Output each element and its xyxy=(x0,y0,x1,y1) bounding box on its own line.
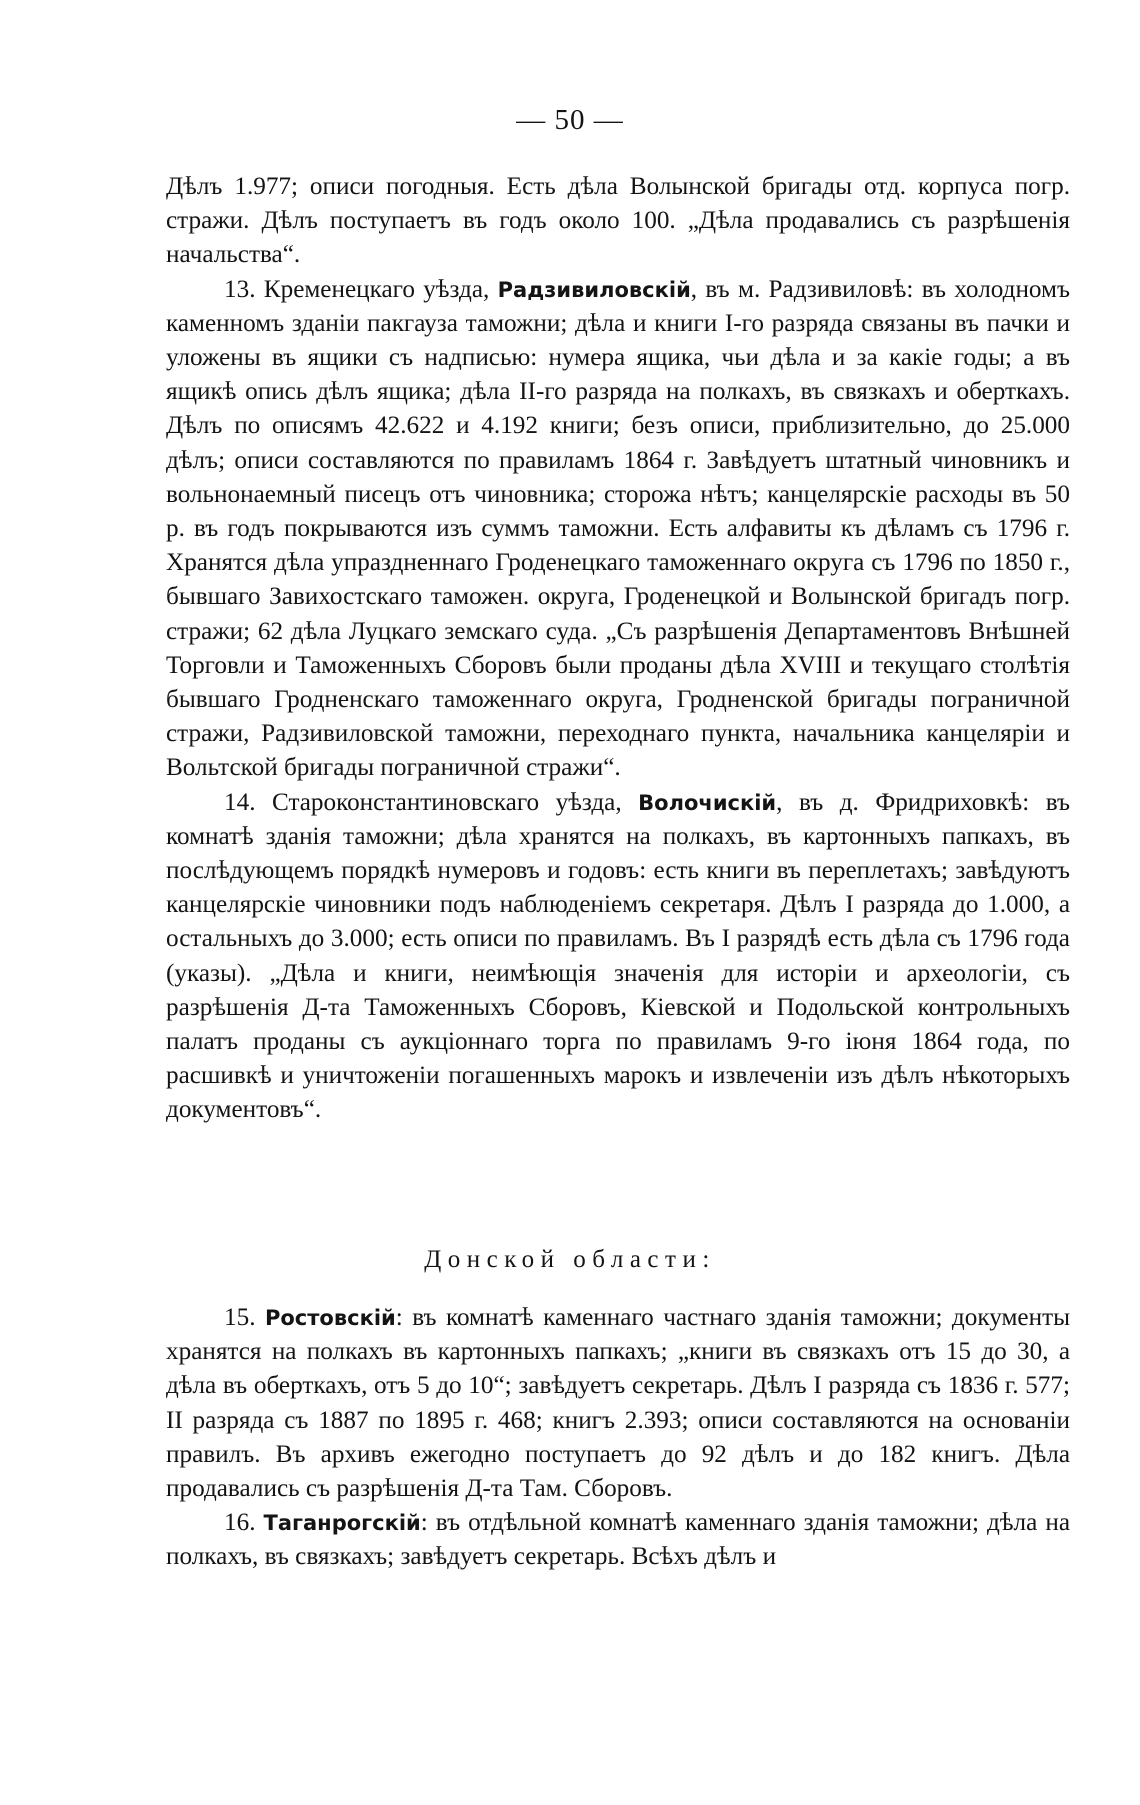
paragraph-text: Дѣлъ 1.977; описи погодныя. Есть дѣла Волынской бригады отд. корпуса погр. стражи. Дѣлъ поступаетъ въ годъ около 100. „Дѣла продавались съ разрѣшенія начальства“. xyxy=(166,173,1070,269)
paragraph-text: : въ комнатѣ каменнаго частнаго зданія таможни; документы хранятся на полкахъ въ картонныхъ папкахъ; „книги въ связкахъ отъ 15 до 30, а дѣла въ оберткахъ, отъ 5 до 10“; завѣдуетъ секретарь. Дѣлъ I разряда съ 1836 г. 577; II разряда съ 1887 по 1895 г. 468; книгъ 2.393; описи составляются на основаніи правилъ. Въ архивъ ежегодно поступаетъ до 92 дѣлъ и до 182 книгъ. Дѣла продавались съ разрѣшенія Д-та Там. Сборовъ. xyxy=(166,1304,1071,1503)
paragraph-continuation xyxy=(166,170,1070,273)
paragraph-prefix: 16. xyxy=(224,1509,264,1537)
paragraph-16-taganrog xyxy=(166,1506,1070,1574)
paragraph-text: : въ отдѣльной комнатѣ каменнаго зданія таможни; дѣла на полкахъ, въ связкахъ; завѣдуетъ секретарь. Всѣхъ дѣлъ и xyxy=(166,1509,1071,1571)
customs-name: Таганрогскій xyxy=(263,1511,421,1536)
paragraph-prefix: 14. Староконстантиновскаго уѣзда, xyxy=(224,788,639,816)
body-text-top xyxy=(166,170,1070,1128)
paragraph-prefix: 15. xyxy=(224,1304,265,1331)
paragraph-prefix: 13. Кременецкаго уѣзда, xyxy=(224,275,498,303)
paragraph-14-starokonstantinov xyxy=(166,786,1070,1128)
paragraph-text: , въ д. Фридриховкѣ: въ комнатѣ зданія таможни; дѣла хранятся на полкахъ, въ картонныхъ папкахъ, въ послѣдующемъ порядкѣ нумеровъ и годовъ: есть книги въ переплетахъ; завѣдуютъ канцелярскіе чиновники подъ наблюденіемъ секретаря. Дѣлъ I разряда до 1.000, а остальныхъ до 3.000; есть описи по правиламъ. Въ I разрядѣ есть дѣла съ 1796 года (указы). „Дѣла и книги, неимѣющія значенія для исторіи и археологіи, съ разрѣшенія Д-та Таможенныхъ Сборовъ, Кіевской и Подольской контрольныхъ палатъ проданы съ аукціоннаго торга по правиламъ 9-го іюня 1864 года, по расшивкѣ и уничтоженіи погашенныхъ марокъ и извлеченіи изъ дѣлъ нѣкоторыхъ документовъ“. xyxy=(166,788,1070,1124)
section-heading: Донской области: xyxy=(424,1246,716,1273)
customs-name: Радзивиловскій xyxy=(497,277,691,302)
paragraph-13-kremenets xyxy=(166,273,1070,786)
customs-name: Волочискій xyxy=(638,790,777,815)
paragraph-text: , въ м. Радзивиловѣ: въ холодномъ каменномъ зданіи пакгауза таможни; дѣла и книги I-го разряда связаны въ пачки и уложены въ ящики съ надписью: нумера ящика, чьи дѣла и за какіе годы; а въ ящикѣ опись дѣлъ ящика; дѣла II-го разряда на полкахъ, въ связкахъ и оберткахъ. Дѣлъ по описямъ 42.622 и 4.192 книги; безъ описи, приблизительно, до 25.000 дѣлъ; описи составляются по правиламъ 1864 г. Завѣдуетъ штатный чиновникъ и вольнонаемный писецъ отъ чиновника; сторожа нѣтъ; канцелярскіе расходы въ 50 р. въ годъ покрываются изъ суммъ таможни. Есть алфавиты къ дѣламъ съ 1796 г. Хранятся дѣла упраздненнаго Гроденецкаго таможеннаго округа съ 1796 по 1850 г., бывшаго Завихостскаго таможен. округа, Гроденецкой и Волынской бригадъ погр. стражи; 62 дѣла Луцкаго земскаго суда. „Съ разрѣшенія Департаментовъ Внѣшней Торговли и Таможенныхъ Сборовъ были проданы дѣла XVIII и текущаго столѣтія бывшаго Гродненскаго таможеннаго округа, Гродненской бригады пограничной стражи, Радзивиловской таможни, переходнаго пункта, начальника канцеляріи и Вольтской бригады пограничной стражи“. xyxy=(166,275,1071,782)
page-number: — 50 — xyxy=(516,104,624,136)
customs-name: Ростовскій xyxy=(264,1306,396,1330)
body-text-bottom xyxy=(166,1301,1070,1575)
paragraph-15-rostov xyxy=(166,1301,1070,1506)
